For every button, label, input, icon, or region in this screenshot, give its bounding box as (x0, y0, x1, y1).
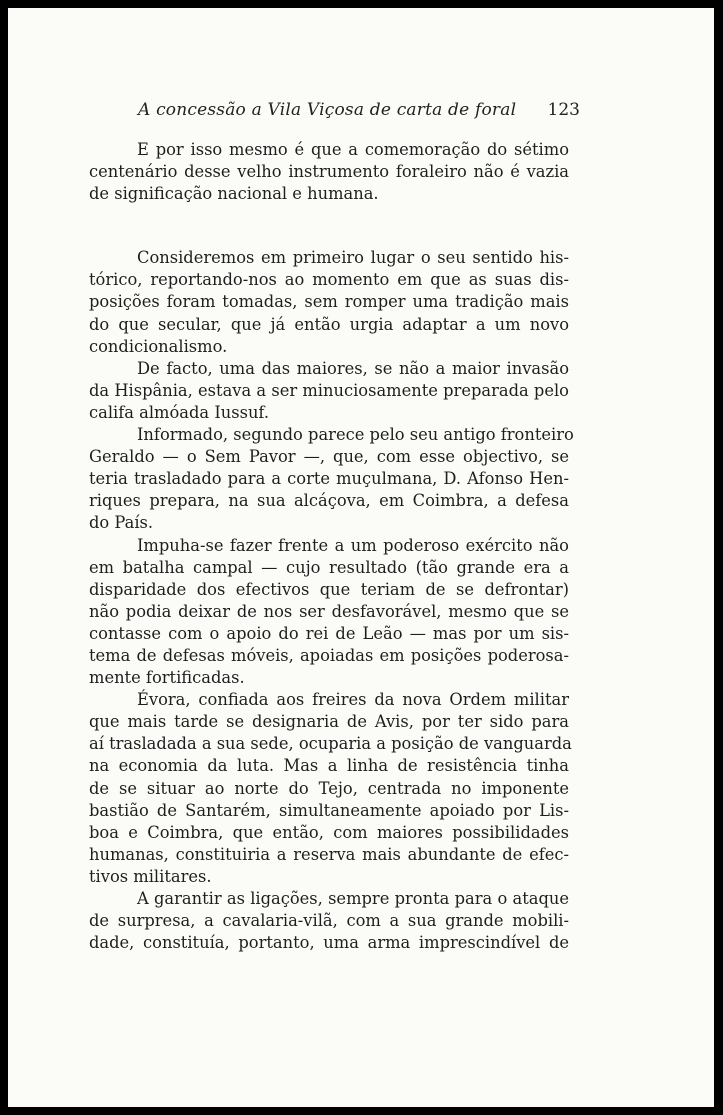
header-title: A concessão a Vila Viçosa de carta de foral (138, 100, 517, 120)
text-line: do País. (89, 513, 154, 533)
text-line: condicionalismo. (89, 336, 228, 356)
text-line: dade, constituía, portanto, uma arma imprescindível de (89, 933, 569, 953)
text-line: tema de defesas móveis, apoiadas em posições poderosa- (89, 645, 569, 665)
running-header (138, 100, 578, 120)
paragraph-6 (89, 689, 572, 888)
text-line: teria trasladado para a corte muçulmana, D. Afonso Hen- (89, 469, 569, 489)
text-line: aí trasladada a sua sede, ocuparia a posição de vanguarda (89, 734, 572, 754)
text-line: disparidade dos efectivos que teriam de se defrontar) (89, 579, 569, 599)
text-line: contasse com o apoio do rei de Leão — mas por um sis- (89, 623, 569, 643)
text-line: Évora, confiada aos freires da nova Ordem militar (137, 690, 569, 710)
text-line: A garantir as ligações, sempre pronta para o ataque (137, 889, 569, 908)
paragraph-7 (89, 888, 569, 954)
text-line: Impuha-se fazer frente a um poderoso exército não (137, 535, 569, 555)
page-number: 123 (547, 100, 580, 120)
paragraph-4 (89, 424, 574, 534)
body-text (89, 139, 574, 954)
text-line: centenário desse velho instrumento foraleiro não é vazia (89, 162, 569, 182)
text-line: bastião de Santarém, simultaneamente apoiado por Lis- (89, 800, 569, 820)
text-line: em batalha campal — cujo resultado (tão grande era a (89, 557, 569, 577)
text-line: na economia da luta. Mas a linha de resistência tinha (89, 756, 569, 776)
text-line: não podia deixar de nos ser desfavorável, mesmo que se (89, 601, 569, 621)
text-line: posições foram tomadas, sem romper uma tradição mais (89, 292, 569, 312)
text-line: de significação nacional e humana. (89, 184, 379, 204)
text-line: E por isso mesmo é que a comemoração do sétimo (137, 140, 569, 159)
text-line: Informado, segundo parece pelo seu antigo fronteiro (137, 425, 574, 445)
text-line: tórico, reportando-nos ao momento em que as suas dis- (89, 270, 569, 290)
paragraph-5 (89, 535, 569, 690)
text-line: riques prepara, na sua alcáçova, em Coimbra, a defesa (89, 491, 569, 511)
book-page (8, 8, 714, 1107)
text-line: da Hispânia, estava a ser minuciosamente preparada pelo (89, 380, 569, 400)
text-line: tivos militares. (89, 866, 212, 886)
text-line: De facto, uma das maiores, se não a maior invasão (137, 358, 569, 378)
text-line: Geraldo — o Sem Pavor —, que, com esse objectivo, se (89, 447, 569, 467)
text-line: de surpresa, a cavalaria-vilã, com a sua grande mobili- (89, 911, 569, 931)
paragraph-1 (89, 139, 569, 205)
text-line: que mais tarde se designaria de Avis, por ter sido para (89, 712, 569, 732)
paragraph-3 (89, 358, 569, 424)
text-line: califa almóada Iussuf. (89, 402, 270, 422)
text-line: Consideremos em primeiro lugar o seu sentido his- (137, 248, 569, 268)
text-line: de se situar ao norte do Tejo, centrada no imponente (89, 778, 569, 798)
text-line: boa e Coimbra, que então, com maiores possibilidades (89, 822, 569, 842)
text-line: do que secular, que já então urgia adaptar a um novo (89, 314, 569, 334)
text-line: mente fortificadas. (89, 668, 245, 688)
paragraph-2 (89, 247, 569, 357)
text-line: humanas, constituiria a reserva mais abundante de efec- (89, 844, 569, 864)
